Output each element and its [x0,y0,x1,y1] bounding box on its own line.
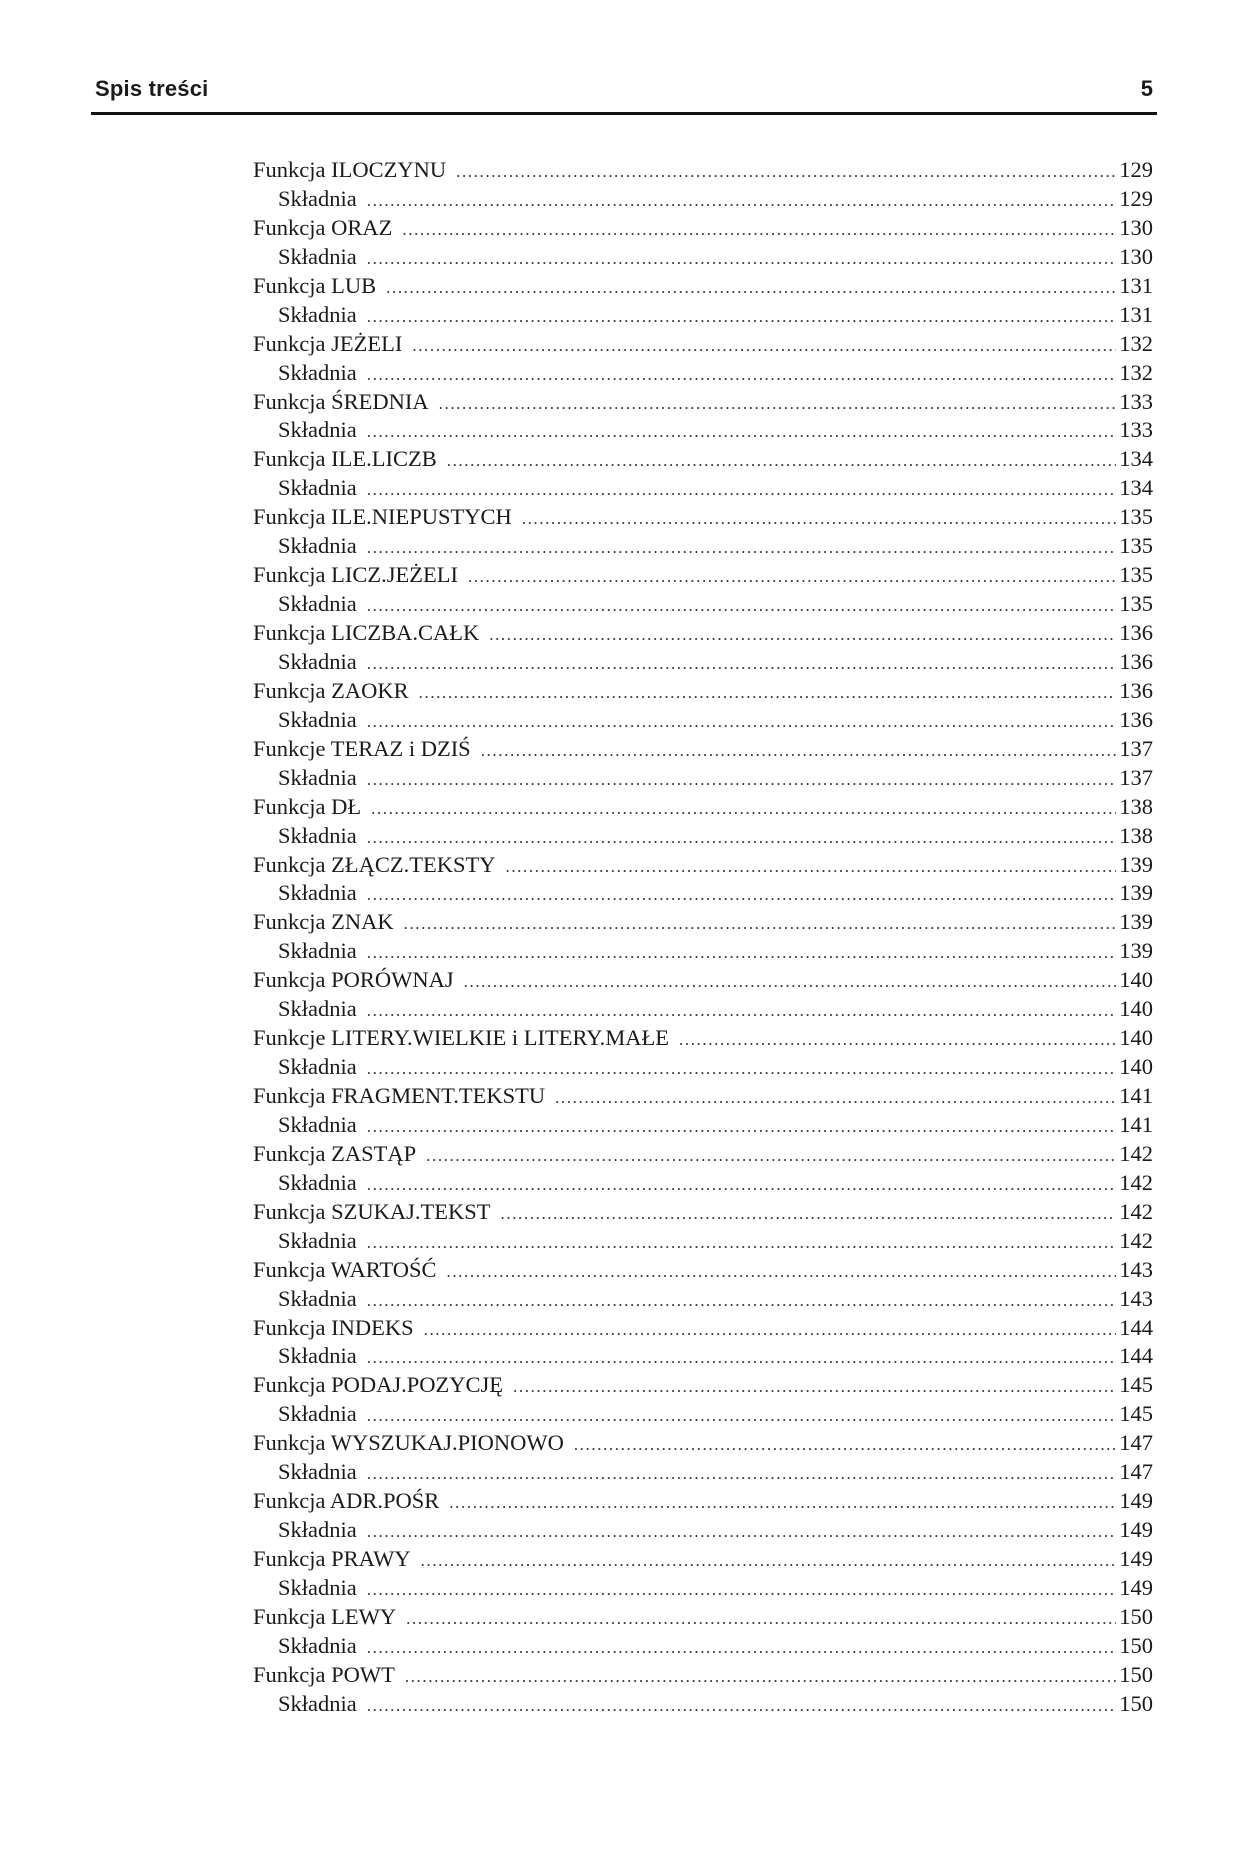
toc-entry[interactable] [253,1603,1153,1632]
toc-entry-page: 144 [1119,1314,1153,1340]
toc-subentry[interactable] [253,1285,1153,1314]
toc-entry[interactable] [253,561,1153,590]
dot-leader [367,708,1117,735]
toc-entry-page: 134 [1119,446,1153,472]
toc-entry-label: Funkcja ZŁĄCZ.TEKSTY [253,851,496,877]
dot-leader [449,1489,1116,1516]
toc-entry[interactable] [253,793,1153,822]
toc-entry-label: Funkcja ILE.NIEPUSTYCH [253,504,512,530]
toc-entry-page: 139 [1119,880,1153,906]
toc-entry[interactable] [253,388,1153,417]
dot-leader [367,939,1117,966]
toc-subentry[interactable] [253,937,1153,966]
toc-entry-page: 140 [1119,1025,1153,1051]
toc-subentry[interactable] [253,1632,1153,1661]
dot-leader [367,881,1117,908]
toc-entry[interactable] [253,1661,1153,1690]
toc-entry-label: Funkcja WARTOŚĆ [253,1256,437,1282]
toc-entry[interactable] [253,1082,1153,1111]
dot-leader [419,679,1117,706]
dot-leader [426,1142,1116,1169]
toc-entry-label: Składnia [278,648,357,674]
toc-subentry[interactable] [253,1400,1153,1429]
header-page-number: 5 [1140,76,1153,101]
toc-subentry[interactable] [253,474,1153,503]
toc-entry-page: 142 [1119,1140,1153,1166]
table-of-contents [253,156,1153,1719]
dot-leader [367,824,1117,851]
dot-leader [404,910,1117,937]
toc-entry-label: Funkcje LITERY.WIELKIE i LITERY.MAŁE [253,1025,669,1051]
toc-subentry[interactable] [253,764,1153,793]
toc-entry-page: 136 [1119,706,1153,732]
toc-entry-page: 140 [1119,1054,1153,1080]
toc-entry-page: 143 [1119,1285,1153,1311]
toc-entry-page: 141 [1119,1111,1153,1137]
toc-entry-label: Funkcja PODAJ.POZYCJĘ [253,1372,504,1398]
toc-entry-label: Składnia [278,706,357,732]
toc-entry-label: Funkcja ORAZ [253,214,393,240]
dot-leader [574,1431,1116,1458]
dot-leader [367,592,1117,619]
toc-entry-label: Składnia [278,359,357,385]
dot-leader [367,1518,1117,1545]
toc-entry-label: Składnia [278,475,357,501]
toc-entry-label: Składnia [278,1343,357,1369]
toc-subentry[interactable] [253,243,1153,272]
toc-entry-page: 135 [1119,533,1153,559]
toc-entry-label: Funkcja ŚREDNIA [253,388,429,414]
dot-leader [446,1258,1116,1285]
toc-entry-label: Funkcja ZAOKR [253,677,409,703]
toc-entry-page: 140 [1119,996,1153,1022]
toc-entry[interactable] [253,214,1153,243]
toc-entry-page: 138 [1119,793,1153,819]
toc-entry-page: 136 [1119,620,1153,645]
toc-subentry[interactable] [253,359,1153,388]
dot-leader [522,505,1117,532]
toc-subentry[interactable] [253,822,1153,851]
toc-entry-page: 137 [1119,735,1153,761]
dot-leader [424,1316,1117,1343]
toc-entry-label: Funkcja WYSZUKAJ.PIONOWO [253,1430,564,1456]
toc-subentry[interactable] [253,590,1153,619]
toc-entry-page: 149 [1119,1517,1153,1543]
dot-leader [456,158,1116,185]
toc-entry-label: Składnia [278,1169,357,1195]
toc-entry-page: 133 [1119,417,1153,443]
dot-leader [367,361,1117,388]
toc-entry[interactable] [253,1140,1153,1169]
dot-leader [505,853,1116,880]
toc-entry[interactable] [253,1487,1153,1516]
dot-leader [464,968,1117,995]
toc-entry[interactable] [253,677,1153,706]
toc-entry-page: 136 [1119,648,1153,674]
dot-leader [501,1200,1117,1227]
toc-entry-label: Składnia [278,822,357,848]
toc-entry[interactable] [253,445,1153,474]
toc-entry[interactable] [253,735,1153,764]
toc-entry-page: 129 [1119,157,1153,182]
dot-leader [489,621,1116,648]
toc-subentry[interactable] [253,1111,1153,1140]
toc-entry-page: 132 [1119,359,1153,385]
toc-entry-label: Funkcja DŁ [253,793,362,819]
toc-entry-label: Składnia [278,1227,357,1253]
dot-leader [367,1460,1117,1487]
dot-leader [468,563,1116,590]
toc-subentry[interactable] [253,1342,1153,1371]
toc-subentry[interactable] [253,185,1153,214]
toc-entry[interactable] [253,1314,1153,1343]
toc-entry-page: 130 [1119,243,1153,269]
toc-entry-label: Składnia [278,1459,357,1485]
toc-entry-label: Składnia [278,243,357,269]
toc-entry-page: 132 [1119,330,1153,356]
dot-leader [367,1171,1117,1198]
toc-entry-label: Funkcja ZNAK [253,909,394,935]
dot-leader [367,187,1117,214]
toc-entry-page: 134 [1119,475,1153,501]
toc-subentry[interactable] [253,995,1153,1024]
toc-entry-label: Funkcja ADR.POŚR [253,1488,440,1514]
toc-entry-label: Funkcja INDEKS [253,1314,414,1340]
toc-entry-page: 144 [1119,1343,1153,1369]
toc-entry-label: Funkcja PORÓWNAJ [253,967,454,993]
toc-entry-label: Funkcja LICZBA.CAŁK [253,620,480,645]
dot-leader [367,650,1117,677]
toc-entry-page: 149 [1119,1488,1153,1514]
dot-leader [367,534,1117,561]
toc-entry-label: Składnia [278,938,357,964]
toc-entry-label: Składnia [278,1632,357,1658]
toc-entry-label: Funkcje TERAZ i DZIŚ [253,735,471,761]
toc-entry[interactable] [253,1429,1153,1458]
dot-leader [405,1663,1116,1690]
toc-subentry[interactable] [253,1458,1153,1487]
toc-entry-label: Składnia [278,185,357,211]
toc-entry-page: 142 [1119,1198,1153,1224]
toc-entry-label: Składnia [278,764,357,790]
toc-entry-label: Składnia [278,1111,357,1137]
toc-entry[interactable] [253,1024,1153,1053]
toc-subentry[interactable] [253,1053,1153,1082]
dot-leader [367,418,1117,445]
dot-leader [367,1402,1117,1429]
dot-leader [367,997,1117,1024]
toc-entry[interactable] [253,1545,1153,1574]
toc-entry-label: Składnia [278,1401,357,1427]
toc-entry-page: 139 [1119,909,1153,935]
toc-entry-label: Składnia [278,301,357,327]
toc-entry-page: 135 [1119,504,1153,530]
running-header [91,70,1157,115]
dot-leader [367,1287,1117,1314]
dot-leader [402,216,1116,243]
toc-subentry[interactable] [253,532,1153,561]
dot-leader [439,390,1117,417]
toc-entry-label: Funkcja ZASTĄP [253,1140,417,1166]
dot-leader [367,303,1117,330]
toc-entry-page: 139 [1119,851,1153,877]
toc-entry-label: Funkcja LICZ.JEŻELI [253,562,458,588]
toc-entry[interactable] [253,503,1153,532]
toc-entry-page: 142 [1119,1227,1153,1253]
toc-entry[interactable] [253,156,1153,185]
toc-entry-label: Składnia [278,1574,357,1600]
toc-entry[interactable] [253,851,1153,880]
dot-leader [367,1576,1117,1603]
dot-leader [367,245,1117,272]
toc-entry-label: Składnia [278,591,357,617]
toc-entry-page: 150 [1119,1603,1153,1629]
toc-entry-label: Funkcja ILE.LICZB [253,446,437,472]
toc-subentry[interactable] [253,1690,1153,1719]
dot-leader [367,1692,1117,1719]
toc-subentry[interactable] [253,879,1153,908]
toc-entry[interactable] [253,1256,1153,1285]
dot-leader [367,1634,1117,1661]
dot-leader [412,332,1116,359]
toc-entry-page: 137 [1119,764,1153,790]
toc-subentry[interactable] [253,1516,1153,1545]
toc-entry-page: 138 [1119,822,1153,848]
toc-entry-page: 147 [1119,1430,1153,1456]
toc-entry-page: 145 [1119,1401,1153,1427]
toc-entry-label: Składnia [278,1690,357,1716]
toc-entry-label: Funkcja FRAGMENT.TEKSTU [253,1083,546,1108]
toc-entry-page: 147 [1119,1459,1153,1485]
toc-entry-page: 149 [1119,1574,1153,1600]
toc-entry-page: 145 [1119,1372,1153,1398]
toc-subentry[interactable] [253,416,1153,445]
toc-entry[interactable] [253,619,1153,648]
dot-leader [367,1344,1117,1371]
dot-leader [481,737,1117,764]
toc-entry-page: 135 [1119,591,1153,617]
toc-entry-page: 150 [1119,1690,1153,1716]
toc-subentry[interactable] [253,301,1153,330]
toc-entry-page: 133 [1119,388,1153,414]
dot-leader [555,1084,1116,1111]
toc-entry-page: 131 [1119,301,1153,327]
toc-entry-page: 129 [1119,185,1153,211]
dot-leader [513,1373,1116,1400]
toc-entry[interactable] [253,272,1153,301]
toc-entry-page: 130 [1119,214,1153,240]
dot-leader [367,766,1117,793]
dot-leader [447,447,1117,474]
toc-subentry[interactable] [253,1574,1153,1603]
toc-entry-label: Funkcja PRAWY [253,1546,411,1571]
toc-entry-label: Składnia [278,417,357,443]
toc-entry-label: Składnia [278,1054,357,1080]
toc-entry[interactable] [253,330,1153,359]
toc-entry-page: 150 [1119,1661,1153,1687]
toc-entry-page: 140 [1119,967,1153,993]
toc-entry-label: Funkcja POWT [253,1661,395,1687]
dot-leader [371,795,1116,822]
toc-subentry[interactable] [253,648,1153,677]
toc-entry[interactable] [253,1198,1153,1227]
toc-entry-page: 139 [1119,938,1153,964]
toc-entry-page: 135 [1119,562,1153,588]
dot-leader [421,1547,1117,1574]
toc-entry-label: Składnia [278,533,357,559]
toc-entry-page: 136 [1119,677,1153,703]
toc-entry-page: 141 [1119,1083,1153,1108]
toc-entry-label: Składnia [278,996,357,1022]
toc-entry-label: Funkcja LUB [253,272,377,298]
toc-entry[interactable] [253,966,1153,995]
toc-subentry[interactable] [253,1227,1153,1256]
toc-entry-page: 149 [1119,1546,1153,1571]
toc-entry-label: Funkcja JEŻELI [253,330,403,356]
toc-entry-label: Funkcja ILOCZYNU [253,157,447,182]
toc-entry-page: 131 [1119,272,1153,298]
toc-subentry[interactable] [253,706,1153,735]
toc-entry-page: 142 [1119,1169,1153,1195]
dot-leader [406,1605,1116,1632]
dot-leader [367,1113,1117,1140]
dot-leader [679,1026,1116,1053]
toc-subentry[interactable] [253,1169,1153,1198]
toc-entry-label: Składnia [278,1285,357,1311]
dot-leader [367,476,1117,503]
toc-entry-label: Składnia [278,880,357,906]
toc-entry[interactable] [253,908,1153,937]
toc-entry-page: 150 [1119,1632,1153,1658]
toc-entry[interactable] [253,1371,1153,1400]
toc-entry-label: Funkcja SZUKAJ.TEKST [253,1198,491,1224]
dot-leader [386,274,1116,301]
dot-leader [367,1229,1117,1256]
toc-entry-label: Funkcja LEWY [253,1603,397,1629]
toc-entry-label: Składnia [278,1517,357,1543]
header-title: Spis treści [95,76,209,101]
dot-leader [367,1055,1117,1082]
toc-entry-page: 143 [1119,1256,1153,1282]
